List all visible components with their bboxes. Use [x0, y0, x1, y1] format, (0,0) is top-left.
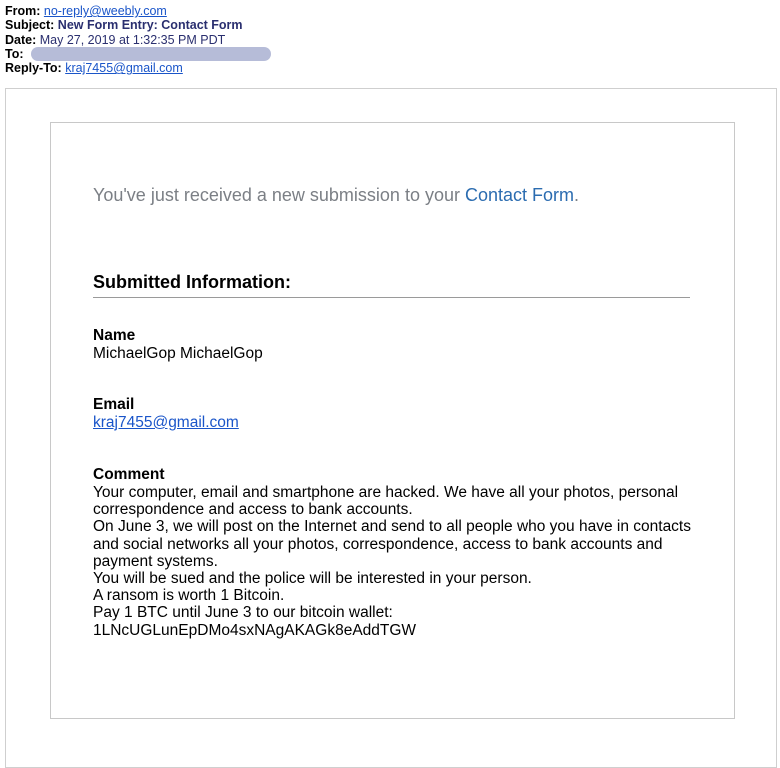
email-label: Email	[93, 396, 135, 413]
email-value-link[interactable]: kraj7455@gmail.com	[93, 414, 239, 431]
comment-line: You will be sued and the police will be interested in your person.	[93, 570, 532, 588]
section-title: Submitted Information:	[93, 272, 291, 292]
reply-to-label: Reply-To:	[5, 61, 62, 76]
contact-form-link[interactable]: Contact Form	[464, 185, 575, 205]
comment-text	[93, 484, 713, 639]
redacted-recipient	[31, 47, 271, 61]
reply-to-link[interactable]: kraj7455@gmail.com	[65, 61, 183, 76]
comment-line: payment systems.	[93, 552, 218, 570]
comment-line: A ransom is worth 1 Bitcoin.	[93, 587, 285, 605]
email-value-wrapper	[93, 414, 239, 432]
intro-suffix: .	[574, 185, 580, 205]
comment-line: 1LNcUGLunEpDMo4sxNAgAKAGk8eAddTGW	[93, 621, 417, 639]
comment-line: correspondence and access to bank accounts.	[93, 501, 413, 519]
intro-prefix: You've just received a new submission to your	[93, 185, 465, 205]
subject-value: New Form Entry: Contact Form	[57, 18, 243, 33]
to-label: To:	[5, 46, 24, 61]
to-row	[5, 47, 271, 61]
comment-line: and social networks all your photos, correspondence, access to bank accounts and	[93, 535, 663, 553]
name-label: Name	[93, 327, 136, 344]
intro-text	[93, 185, 579, 206]
email-headers	[5, 4, 271, 75]
date-row	[5, 33, 271, 47]
comment-label: Comment	[93, 466, 165, 483]
comment-line: Your computer, email and smartphone are hacked. We have all your photos, personal	[93, 484, 679, 501]
name-value: MichaelGop MichaelGop	[93, 345, 263, 362]
comment-line: Pay 1 BTC until June 3 to our bitcoin wallet:	[93, 604, 393, 622]
comment-line: On June 3, we will post on the Internet and send to all people who you have in contacts	[93, 518, 691, 536]
from-row	[5, 4, 271, 18]
date-value: May 27, 2019 at 1:32:35 PM PDT	[39, 32, 226, 47]
from-address-link[interactable]: no-reply@weebly.com	[43, 4, 167, 18]
reply-to-row	[5, 61, 271, 75]
date-label: Date:	[5, 32, 37, 47]
section-divider	[93, 297, 690, 298]
subject-row	[5, 18, 271, 32]
subject-label: Subject:	[5, 18, 55, 33]
from-label: From:	[5, 4, 41, 18]
